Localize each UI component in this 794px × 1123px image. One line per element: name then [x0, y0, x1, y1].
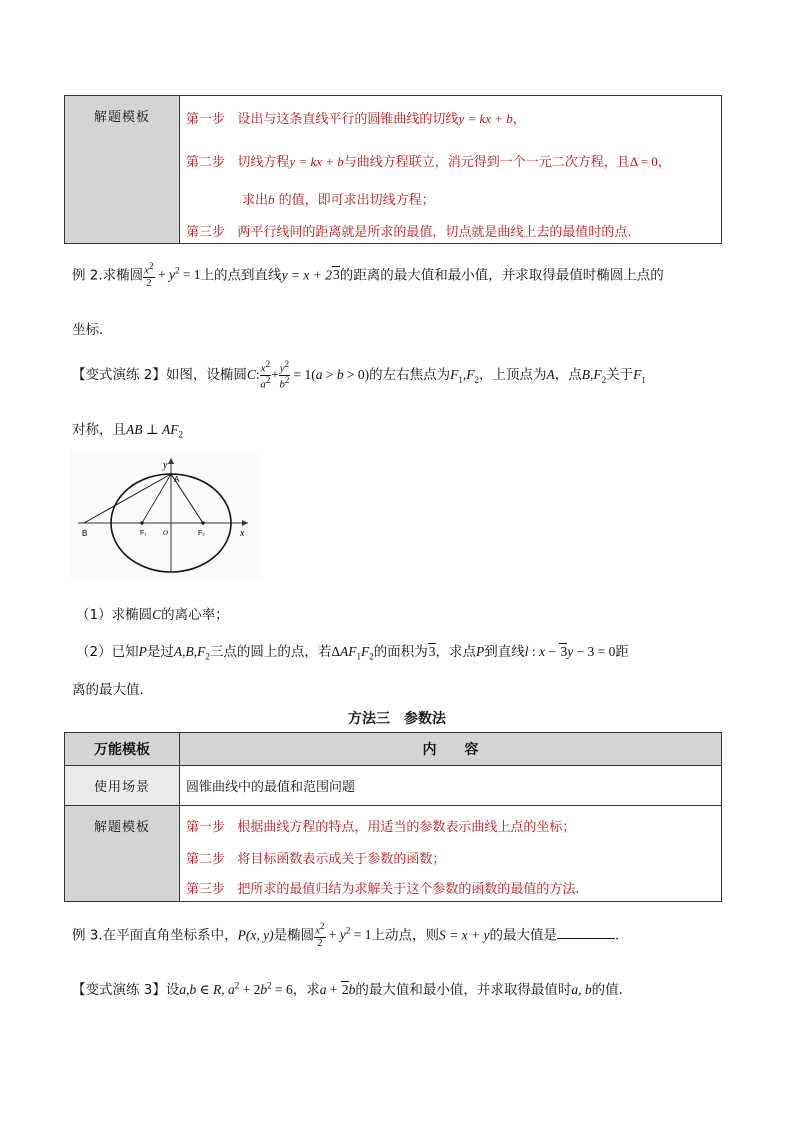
question-2-line-1: （2）已知P是过$A,B,F_2$三点的圆上的点，若$\Delta AF_1F_2$的面积为3，求点P到直线l : x − 3y − 3 = 0距: [76, 644, 629, 662]
template-table-1: [64, 95, 722, 244]
row-template-label: 解题模板: [65, 806, 180, 902]
variant-3: 【变式演练 3】设a,b ∈ R, $a^2 + 2b^2 = 6$，求a + 2b的最大值和最小值，并求取得最值时a, b的值.: [72, 980, 623, 998]
answer-blank: [557, 926, 615, 939]
label-b: B: [82, 529, 88, 538]
ellipse-figure: [70, 450, 260, 578]
example-3: 例 3.在平面直角坐标系中，P(x, y)是椭圆 $\frac{x^2}{2}$ + $y^2 = 1$上动点，则S = x + y的最大值是 .: [72, 921, 620, 949]
step-2: 第二步 切线方程y = kx + b与曲线方程联立，消元得到一个一元二次方程，且Δ = 0，: [186, 154, 671, 170]
row-usage-label: 使用场景: [65, 766, 180, 806]
variant-2-line-2: 对称，且AB ⊥ $AF_2$: [72, 422, 183, 440]
template-label: 解题模板: [65, 96, 180, 244]
row-usage-content: 圆锥曲线中的最值和范围问题: [180, 766, 722, 806]
label-x: x: [240, 528, 245, 539]
template-table-2: [64, 732, 722, 902]
param-step-1: 第一步 根据曲线方程的特点，用适当的参数表示曲线上点的坐标；: [186, 820, 576, 835]
variant-2-line-1: 【变式演练 2】如图，设椭圆C: $\frac{x^2}{a^2}$ + $\frac{y^2}{b^2}$ = 1(a > b > 0)的左右焦点为$F_1,F_2$，上顶点为A，点$B,F_2$关于$F_1$: [72, 359, 646, 391]
header-content: 内 容: [180, 733, 722, 766]
method-3-heading: 方法三 参数法: [348, 711, 446, 727]
label-a: A: [174, 475, 180, 484]
label-y: y: [163, 460, 168, 471]
example-2-line-2: 坐标.: [72, 322, 104, 338]
step-2-continued: 求出b 的值，即可求出切线方程；: [242, 192, 435, 208]
example-2-line-1: 例 2.求椭圆 $\frac{x^2}{2}$ + $y^2 = 1$上的点到直线y = x + 23的距离的最大值和最小值，并求取得最值时椭圆上点的: [72, 261, 664, 289]
label-o: O: [163, 529, 169, 537]
fraction: $\frac{x^2}{2}$: [144, 261, 154, 289]
label-f1: F₁: [140, 530, 147, 537]
param-step-2: 第二步 将目标函数表示成关于参数的函数；: [186, 852, 446, 867]
header-template: 万能模板: [65, 733, 180, 766]
question-1: （1）求椭圆C的离心率；: [76, 607, 229, 623]
row-template-steps: [180, 806, 722, 902]
param-step-3: 第三步 把所求的最值归结为求解关于这个参数的函数的最值的方法.: [186, 882, 580, 897]
label-f2: F₂: [198, 530, 205, 537]
question-2-line-2: 离的最大值.: [72, 682, 144, 698]
step-3: 第三步 两平行线间的距离就是所求的最值，切点就是曲线上去的最值时的点.: [186, 225, 632, 240]
template-steps: [180, 96, 722, 244]
step-1: 第一步 设出与这条直线平行的圆锥曲线的切线y = kx + b，: [186, 111, 526, 127]
